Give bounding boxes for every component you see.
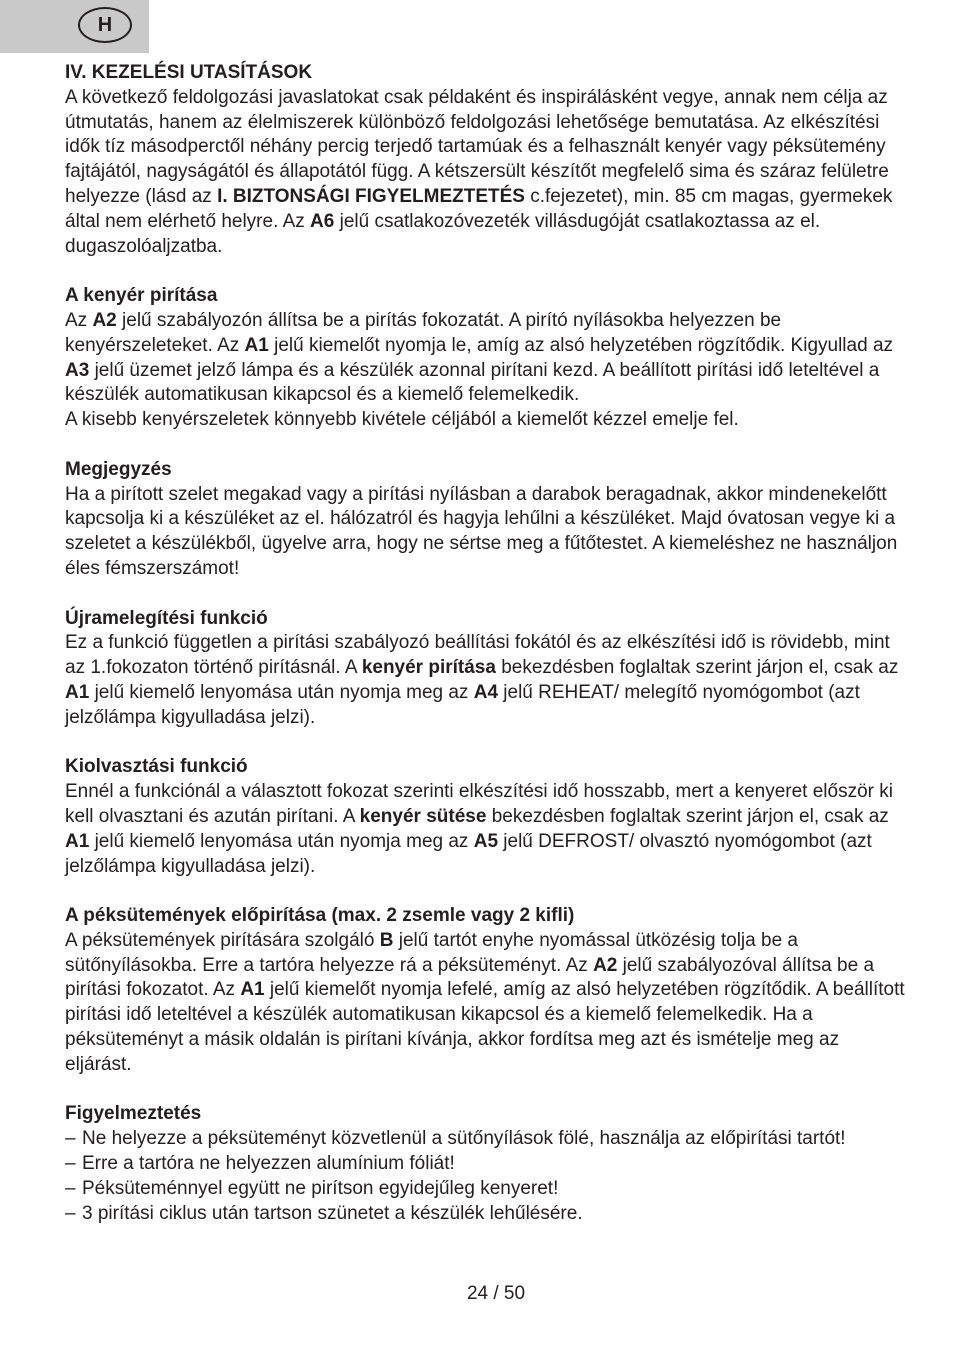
paragraph xyxy=(65,86,905,260)
section-note xyxy=(65,458,905,582)
section-title: Újramelegítési funkció xyxy=(65,607,268,629)
text-run: jelű üzemet jelző lámpa és a készülék azonnal pirítani kezd. A beállított pirítási idő leteltével a készülék automatikusan kikapcsol és a kiemelő felemelkedik. xyxy=(65,359,880,406)
section-reheat xyxy=(65,607,905,731)
text-run: jelű csatlakozóvezeték villásdugóját csatlakoztassa az el. dugaszolóaljzatba. xyxy=(65,210,821,257)
text-run: jelű tartót enyhe nyomással ütközésig tolja be a sütőnyílásokba. Erre a tartóra helyezze rá a péksüteményt. Az xyxy=(65,929,798,976)
section-warning xyxy=(65,1102,905,1226)
text-run: jelű kiemelőt nyomja le, amíg az alsó helyzetében rögzítődik. Kigyullad az xyxy=(268,334,894,356)
list-item-text: 3 pirítási ciklus után tartson szünetet a készülék lehűlésére. xyxy=(82,1202,583,1224)
page-number: 24 / 50 xyxy=(466,1283,526,1304)
language-badge: H xyxy=(78,7,132,43)
section-toasting xyxy=(65,284,905,433)
bold-reference: A4 xyxy=(473,681,499,703)
section-pastry-pretoasting xyxy=(65,904,905,1078)
text-run: jelű szabályozóval állítsa be a pirítási fokozatot. Az xyxy=(65,954,875,1001)
section-title: A kenyér pirítása xyxy=(65,285,218,307)
text-run: c.fejezetet), min. 85 cm magas, gyermekek által nem elérhető helyre. Az xyxy=(65,185,893,232)
section-title: A péksütemények előpirítása (max. 2 zsemle vagy 2 kifli) xyxy=(65,905,575,927)
language-tab xyxy=(0,0,149,53)
bold-reference: A6 xyxy=(310,210,335,232)
list-item-text: Erre a tartóra ne helyezzen alumínium fóliát! xyxy=(82,1153,455,1175)
list-item xyxy=(65,1152,905,1177)
section-title: Megjegyzés xyxy=(65,458,172,480)
bold-reference: A1 xyxy=(65,681,90,703)
bold-reference: A2 xyxy=(92,309,117,331)
text-run: Az xyxy=(65,309,93,331)
bold-reference: I. BIZTONSÁGI FIGYELMEZTETÉS xyxy=(217,185,525,207)
text-run: jelű REHEAT/ melegítő nyomógombot (azt jelzőlámpa kigyulladása jelzi). xyxy=(65,681,860,728)
text-run: jelű kiemelő lenyomása után nyomja meg az xyxy=(89,681,474,703)
section-title: Figyelmeztetés xyxy=(65,1103,202,1125)
bold-reference: B xyxy=(379,929,394,951)
text-run: jelű kiemelő lenyomása után nyomja meg az xyxy=(89,830,474,852)
text-run: Ez a funkció független a pirítási szabályozó beállítási fokától és az elkészítési idő is rövidebb, mint az 1.fokozaton történő pirításnál. A xyxy=(65,632,890,679)
section-title: Kiolvasztási funkció xyxy=(65,756,248,778)
text-run: Ennél a funkciónál a választott fokozat szerinti elkészítési idő hosszabb, mert a kenyeret először ki kell olvasztani és azután pirítani. A xyxy=(65,781,893,827)
paragraph xyxy=(65,631,905,730)
section-defrost xyxy=(65,755,905,879)
bold-reference: A2 xyxy=(593,954,618,976)
dash-bullet: – xyxy=(65,1128,76,1150)
paragraph: A kisebb kenyérszeletek könnyebb kivétele céljából a kiemelőt kézzel emelje fel. xyxy=(65,409,739,431)
text-run: jelű DEFROST/ olvasztó nyomógombot (azt jelzőlámpa kigyulladása jelzi). xyxy=(65,830,872,877)
bold-reference: kenyér pirítása xyxy=(361,657,496,679)
paragraph xyxy=(65,309,905,408)
list-item-text: Péksüteménnyel együtt ne pirítson egyidejűleg kenyeret! xyxy=(82,1177,559,1199)
bold-reference: A5 xyxy=(473,830,499,852)
text-run: jelű szabályozón állítsa be a pirítás fokozatát. A pirító nyílásokba helyezzen be kenyérszeleteket. Az xyxy=(65,309,782,356)
dash-bullet: – xyxy=(65,1153,76,1175)
bold-reference: A3 xyxy=(65,359,90,381)
list-item-text: Ne helyezze a péksüteményt közvetlenül a sütőnyílások fölé, használja az előpirítási tartót! xyxy=(82,1128,846,1150)
text-run: jelű kiemelőt nyomja lefelé, amíg az alsó helyzetében rögzítődik. A beállított pirítási idő leteltével a készülék automatikusan kikapcsol és a kiemelő felemelkedik. Ha a péksüteményt a másik oldalán is pirítani kívánja, akkor fordítsa meg azt és ismételje meg az eljárást. xyxy=(65,979,905,1075)
bold-reference: A1 xyxy=(65,830,90,852)
text-run: A következő feldolgozási javaslatokat csak példaként és inspirálásként vegye, annak nem célja az útmutatás, hanem az élelmiszerek különböző feldolgozási lehetősége bemutatása. Az elkészítési idők tíz másodperctől néhány percig terjedő tartamúak és a felhasznált kenyér vagy péksütemény fajtájától, nagyságától és állapotától függ. A kétszersült készítőt megfelelő sima és száraz felületre helyezze (lásd az xyxy=(65,86,889,207)
section-operating-instructions xyxy=(65,61,905,259)
warning-list xyxy=(65,1127,905,1226)
bold-reference: A1 xyxy=(240,979,265,1001)
bold-reference: A1 xyxy=(244,334,269,356)
text-run: A péksütemények pirítására szolgáló xyxy=(65,929,380,951)
section-title: IV. KEZELÉSI UTASÍTÁSOK xyxy=(65,62,313,83)
list-item xyxy=(65,1202,905,1227)
text-run: bekezdésben foglaltak szerint járjon el, csak az xyxy=(486,805,889,827)
list-item xyxy=(65,1177,905,1202)
paragraph xyxy=(65,929,905,1078)
document-body xyxy=(65,61,905,1251)
paragraph xyxy=(65,780,905,879)
text-run: bekezdésben foglaltak szerint járjon el, csak az xyxy=(495,657,899,679)
dash-bullet: – xyxy=(65,1202,76,1224)
paragraph: Ha a pirított szelet megakad vagy a pirítási nyílásban a darabok beragadnak, akkor mindenekelőtt kapcsolja ki a készüléket az el. hálózatról és hagyja lehűlni a készüléket. Majd óvatosan vegye ki a szeletet a készülékből, ügyelve arra, hogy ne sértse meg a fűtőtestet. A kiemeléshez ne használjon éles fémszerszámot! xyxy=(65,483,898,579)
dash-bullet: – xyxy=(65,1177,76,1199)
bold-reference: kenyér sütése xyxy=(359,805,487,827)
list-item xyxy=(65,1127,905,1152)
